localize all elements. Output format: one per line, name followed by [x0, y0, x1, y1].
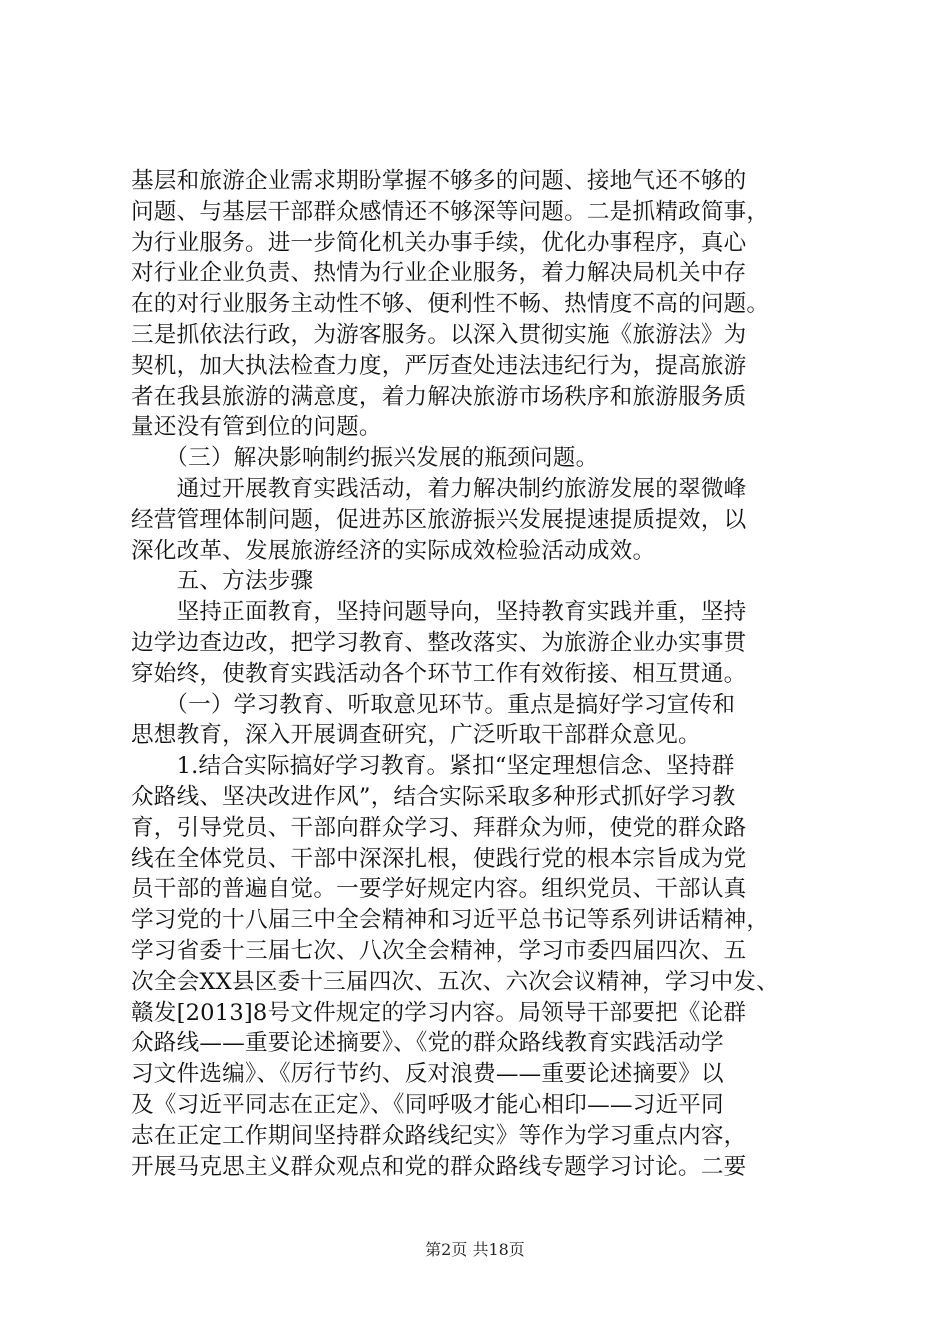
- text-line: 量还没有管到位的问题。: [131, 414, 382, 441]
- text-line: 习文件选编》、《厉行节约、反对浪费——重要论述摘要》以: [131, 1061, 724, 1088]
- text-line: 众路线——重要论述摘要》、《党的群众路线教育实践活动学: [131, 1030, 724, 1057]
- text-line: 学习省委十三届七次、八次全会精神，学习市委四届四次、五: [131, 937, 747, 964]
- text-line: 思想教育，深入开展调查研究，广泛听取干部群众意见。: [131, 722, 701, 749]
- text-line: 对行业企业负责、热情为行业企业服务，着力解决局机关中存: [131, 260, 747, 287]
- text-line: 赣发[2013]8号文件规定的学习内容。局领导干部要把《论群: [131, 999, 747, 1026]
- text-line: 坚持正面教育，坚持问题导向，坚持教育实践并重，坚持: [131, 599, 747, 626]
- text-line: 线在全体党员、干部中深深扎根，使践行党的根本宗旨成为党: [131, 845, 747, 872]
- text-line: 为行业服务。进一步简化机关办事手续，优化办事程序，真心: [131, 229, 747, 256]
- section-heading: （一）学习教育、听取意见环节。重点是搞好学习宣传和: [131, 691, 736, 718]
- text-line: 育，引导党员、干部向群众学习、拜群众为师，使党的群众路: [131, 814, 747, 841]
- text-line: 志在正定工作期间坚持群众路线纪实》等作为学习重点内容，: [131, 1122, 747, 1149]
- text-line: 次全会XX县区委十三届四次、五次、六次会议精神，学习中发、: [131, 968, 780, 995]
- text-line: 1.结合实际搞好学习教育。紧扣“坚定理想信念、坚持群: [131, 753, 735, 780]
- text-line: 基层和旅游企业需求期盼掌握不够多的问题、接地气还不够的: [131, 168, 747, 194]
- text-line: 员干部的普遍自觉。一要学好规定内容。组织党员、干部认真: [131, 876, 747, 903]
- text-line: 众路线、坚决改进作风”，结合实际采取多种形式抓好学习教: [131, 783, 736, 810]
- text-line: 学习党的十八届三中全会精神和习近平总书记等系列讲话精神，: [131, 907, 770, 934]
- section-heading: 五、方法步骤: [131, 568, 314, 595]
- text-line: 及《习近平同志在正定》、《同呼吸才能心相印——习近平同: [131, 1091, 724, 1118]
- text-line: 问题、与基层干部群众感情还不够深等问题。二是抓精政简事，: [131, 198, 770, 225]
- text-line: 深化改革、发展旅游经济的实际成效检验活动成效。: [131, 537, 656, 564]
- text-line: 者在我县旅游的满意度，着力解决旅游市场秩序和旅游服务质: [131, 383, 747, 410]
- text-line: 边学边查边改，把学习教育、整改落实、为旅游企业办实事贯: [131, 629, 747, 656]
- text-line: 三是抓依法行政，为游客服务。以深入贯彻实施《旅游法》为: [131, 321, 747, 348]
- document-body: [131, 166, 831, 1182]
- text-line: 经营管理体制问题，促进苏区旅游振兴发展提速提质提效，以: [131, 506, 747, 533]
- section-heading: （三）解决影响制约振兴发展的瓶颈问题。: [131, 445, 599, 472]
- text-line: 开展马克思主义群众观点和党的群众路线专题学习讨论。二要: [131, 1153, 747, 1180]
- text-line: 契机，加大执法检查力度，严厉查处违法违纪行为，提高旅游: [131, 352, 747, 379]
- text-line: 通过开展教育实践活动，着力解决制约旅游发展的翠微峰: [131, 475, 747, 502]
- text-line: 在的对行业服务主动性不够、便利性不畅、热情度不高的问题。: [131, 291, 770, 318]
- page-number-footer: 第2页 共18页: [425, 1240, 525, 1259]
- text-line: 穿始终，使教育实践活动各个环节工作有效衔接、相互贯通。: [131, 660, 747, 687]
